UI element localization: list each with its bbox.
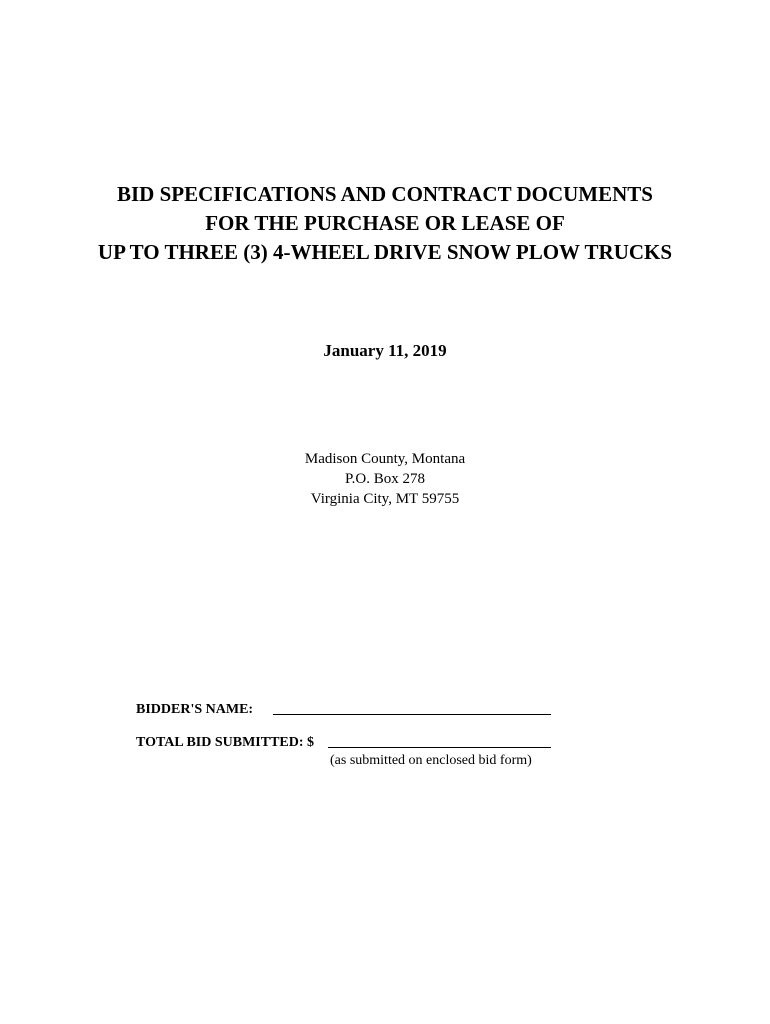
address-line-1: Madison County, Montana: [304, 451, 466, 467]
bidder-name-blank: [273, 714, 551, 715]
title-line-1: BID SPECIFICATIONS AND CONTRACT DOCUMENTS: [117, 182, 653, 206]
address-line-3: Virginia City, MT 59755: [310, 491, 460, 507]
title-line-2: FOR THE PURCHASE OR LEASE OF: [205, 211, 565, 235]
bidder-name-label: BIDDER'S NAME:: [136, 702, 254, 717]
title-line-3: UP TO THREE (3) 4-WHEEL DRIVE SNOW PLOW TRUCKS: [97, 240, 673, 264]
total-bid-label: TOTAL BID SUBMITTED: $: [136, 735, 315, 750]
document-title: [0, 180, 770, 267]
address-line-2: P.O. Box 278: [344, 471, 426, 487]
address-block: [0, 449, 770, 509]
total-bid-blank: [328, 747, 551, 748]
document-date: January 11, 2019: [323, 341, 447, 360]
total-bid-note: (as submitted on enclosed bid form): [330, 753, 532, 768]
